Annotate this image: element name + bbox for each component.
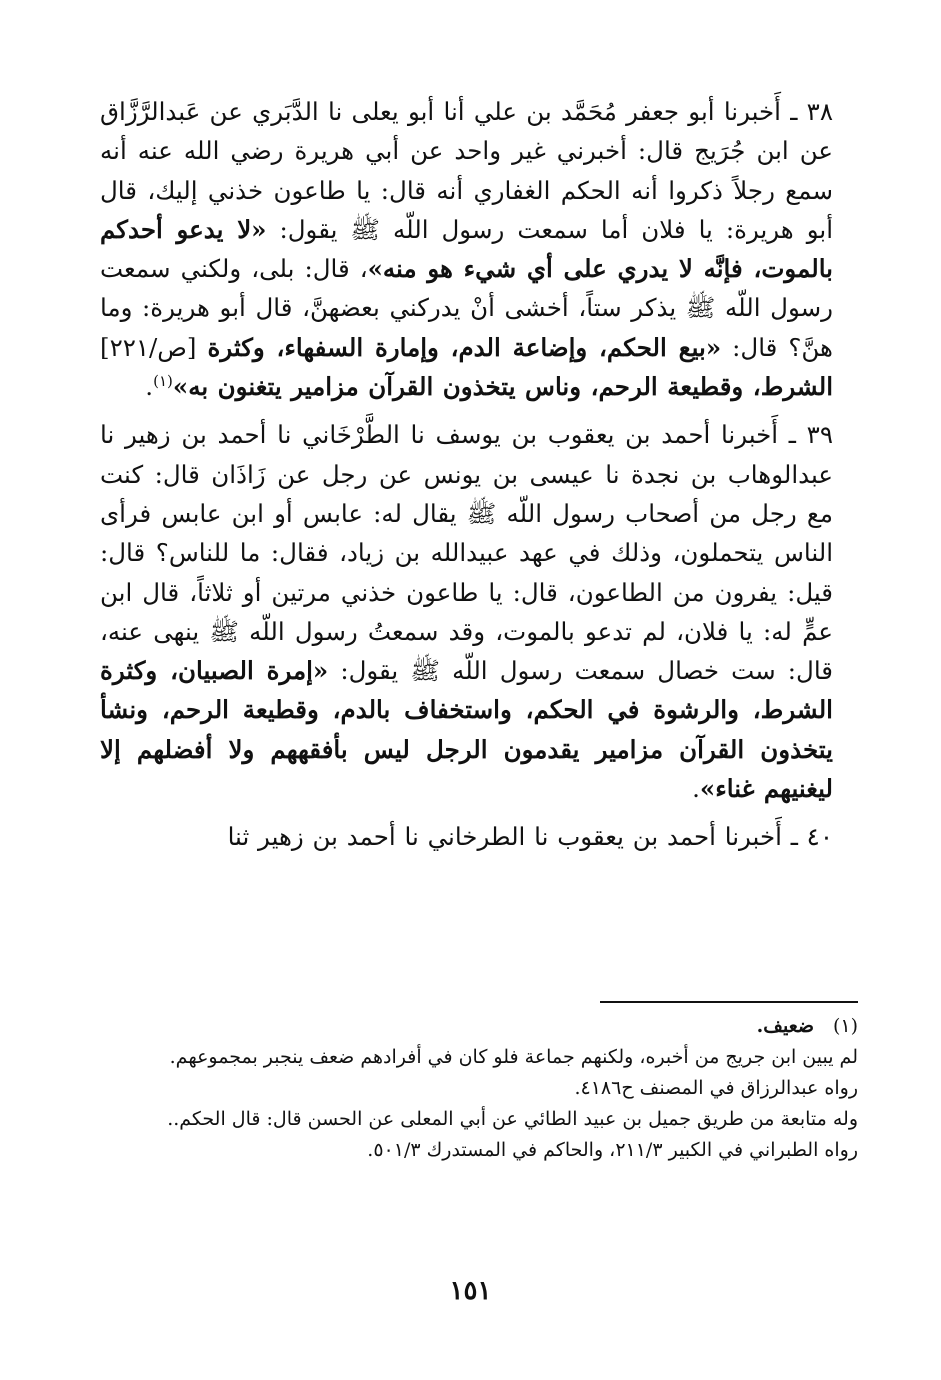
- hadith-quote: «إمرة الصبيان، وكثرة الشرط، والرشوة في الحكم، واستخفاف بالدم، وقطيعة الرحم، ونشأ يتخذون القرآن مزامير يقدمون الرجل ليس بأفقههم ولا أفضلهم إلا ليغنيهم غناء»: [100, 656, 833, 804]
- hadith-quote: الشرط، وقطيعة الرحم، وناس يتخذون القرآن مزامير يتغنون به»: [172, 372, 833, 402]
- hadith-39: [100, 415, 833, 808]
- text-segment: ٣٩ ـ أَخبرنا أحمد بن يعقوب بن يوسف نا الطَّرْخَاني نا أحمد بن زهير نا عبدالوهاب بن نجدة نا عيسى بن يونس عن رجل عن زَاذَان قال: كنت مع رجل من أصحاب رسول اللّه ﷺ يقال له: عابس أو ابن عابس فرأى الناس يتحملون، وذلك في عهد عبيدالله بن زياد، فقال: ما للناس؟ قال: قيل: يفرون من الطاعون، قال: يا طاعون خذني مرتين أو ثلاثاً، قال ابن عمٍّ له: يا فلان، لم تدعو بالموت، وقد سمعتُ رسول اللّه ﷺ ينهى عنه، قال: ست خصال سمعت رسول اللّه ﷺ يقول:: [100, 420, 833, 686]
- footnote-line: وله متابعة من طريق جميل بن عبيد الطائي عن أبي المعلى عن الحسن قال: قال الحكم..: [167, 1108, 858, 1130]
- footnote-number: (١): [832, 1015, 858, 1037]
- footnote-separator: [600, 1001, 858, 1003]
- footnote-line: رواه عبدالرزاق في المصنف ح٤١٨٦.: [574, 1077, 858, 1099]
- footnote-line: رواه الطبراني في الكبير ٢١١/٣، والحاكم في المستدرك ٥٠١/٣.: [367, 1139, 858, 1161]
- main-text: [100, 92, 833, 857]
- page-number: ١٥١: [449, 1276, 492, 1306]
- footnote-line: لم يبين ابن جريج من أخبره، ولكنهم جماعة فلو كان في أفرادهم ضعف ينجبر بمجموعهم.: [169, 1046, 858, 1068]
- text-segment: [ص/٢٢١]: [100, 332, 208, 362]
- text-segment: .: [145, 372, 154, 402]
- text-segment: ٤٠ ـ أَخبرنا أحمد بن يعقوب نا الطرخاني نا أحمد بن زهير ثنا: [227, 822, 833, 852]
- footnote-grade: ضعيف.: [756, 1015, 814, 1037]
- hadith-38: [100, 92, 833, 406]
- hadith-quote: «بيع الحكم، وإضاعة الدم، وإمارة السفهاء، وكثرة: [207, 332, 722, 362]
- hadith-40: [100, 817, 833, 856]
- hadith-quote: «لا يدعو أحدكم بالموت، فإنَّه لا يدري على أي شيء هو منه»: [100, 214, 833, 284]
- text-segment: ، قال: بلى، ولكني سمعت رسول اللّه ﷺ يذكر ستاً، أخشى أنْ يدركني بعضهنَّ، قال أبو هريرة: وما هنَّ؟ قال:: [100, 254, 833, 362]
- footnotes: [100, 1012, 858, 1167]
- footnote-ref: (١): [153, 371, 173, 390]
- text-segment: .: [692, 774, 700, 804]
- text-segment: ٣٨ ـ أَخبرنا أبو جعفر مُحَمَّد بن علي أنا أبو يعلى نا الدَّبَري عن عَبدالرَّزَّاق عن ابن جُرَيج قال: أخبرني غير واحد عن أبي هريرة رضي الله عنه أنه سمع رجلاً ذكروا أنه الحكم الغفاري أنه قال: يا طاعون خذني إليك، قال أبو هريرة: يا فلان أما سمعت رسول اللّه ﷺ يقول:: [100, 97, 833, 244]
- footnote-heading: [100, 1012, 858, 1041]
